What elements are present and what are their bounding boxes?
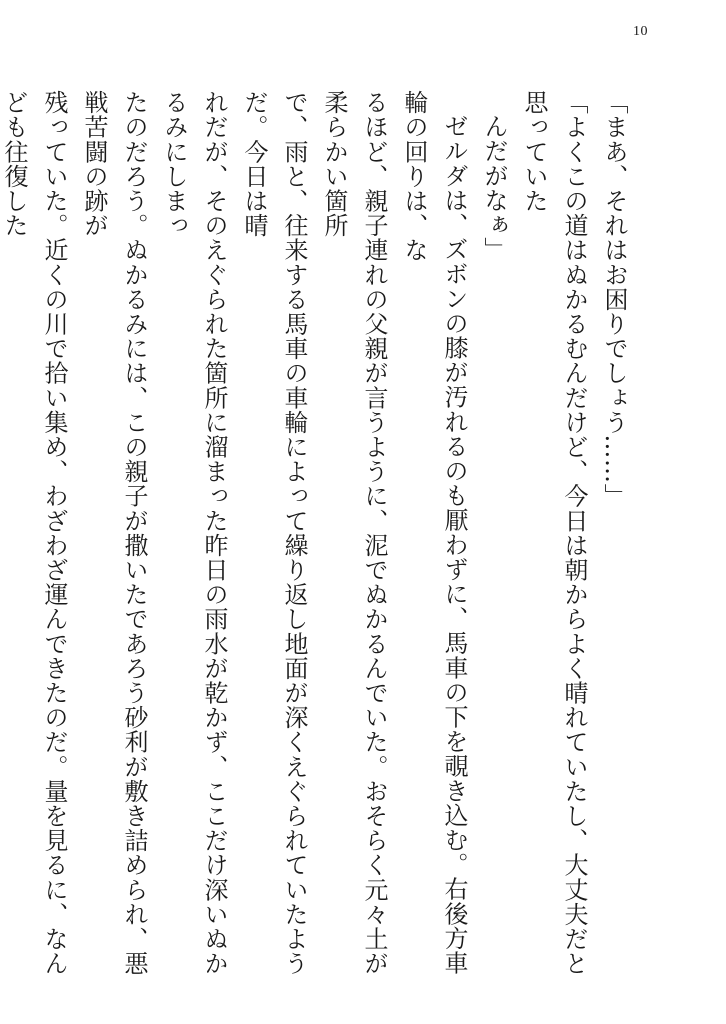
text-line: 残っていた。近くの川で拾い集め、わざわざ運んできたのだ。量を見るに、なんども往復した — [0, 90, 68, 976]
text-line: たのだろう。ぬかるみには、この親子が撒いたであろう砂利が敷き詰められ、悪戦苦闘の跡が — [80, 90, 148, 976]
text-line: んだがなぁ」 — [480, 114, 508, 262]
text-line: 「よくこの道はぬかるむんだけど、今日は朝からよく晴れていたし、大丈夫だと思っていた — [520, 90, 588, 976]
text-line: ゼルダは、ズボンの膝が汚れるのも厭わずに、馬車の下を覗き込む。右後方車輪の回りは、な — [400, 90, 468, 975]
novel-text-block — [0, 90, 634, 990]
page-number: 10 — [633, 24, 648, 39]
text-line: で、雨と、往来する馬車の車輪によって繰り返し地面が深くえぐられていたようだ。今日は晴 — [240, 90, 308, 976]
text-line: るほど、親子連れの父親が言うように、泥でぬかるんでいた。おそらく元々土が柔らかい箇所 — [320, 90, 388, 976]
text-line: 「まあ、それはお困りでしょう……」 — [600, 90, 628, 509]
text-line: れだが、そのえぐられた箇所に溜まった昨日の雨水が乾かず、ここだけ深いぬかるみにしまっ — [160, 90, 228, 976]
